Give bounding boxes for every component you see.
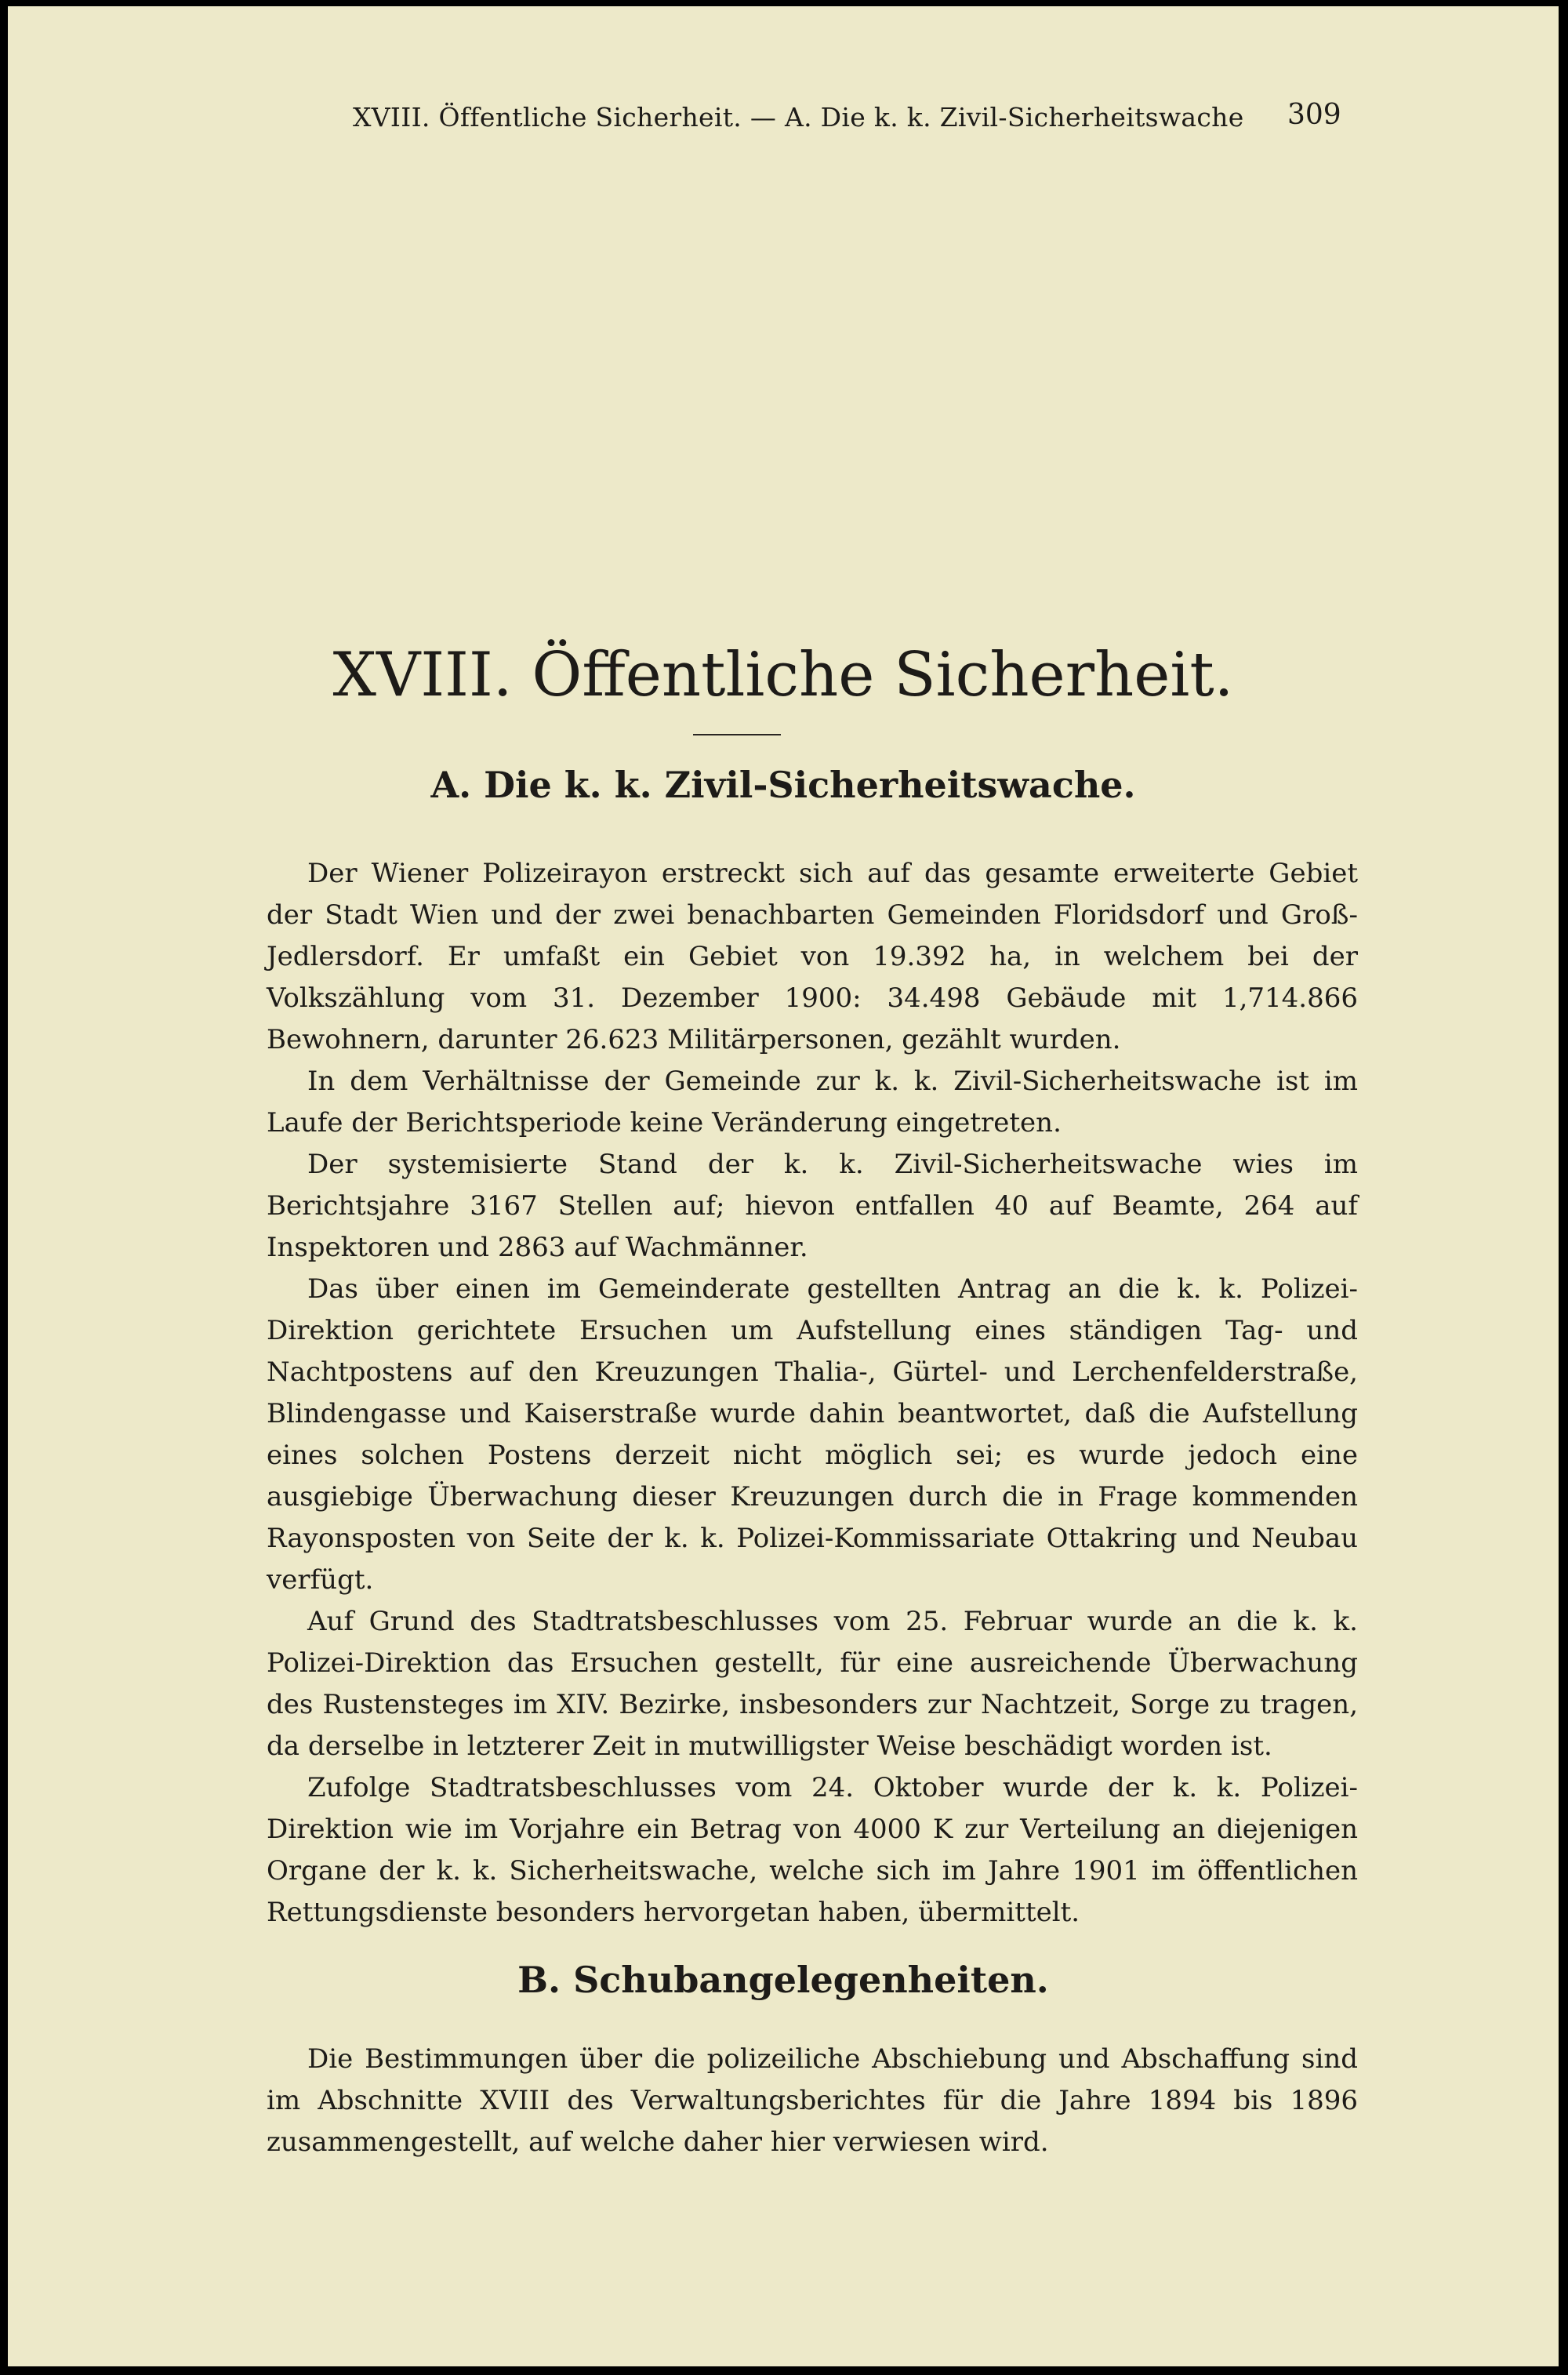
book-page xyxy=(8,6,1559,2366)
paragraph-rustensteg: Auf Grund des Stadtratsbeschlusses vom 25. Februar wurde an die k. k. Polizei-Direktion das Ersuchen gestellt, für eine ausreichende Überwachung des Rustensteges im XIV. Bezirke, insbesonders zur Nachtzeit, Sorge zu tragen, da derselbe in letzterer Zeit in mutwilligster Weise beschädigt worden ist. xyxy=(267,1606,1358,1762)
chapter-title: XVIII. Öffentliche Sicherheit. xyxy=(332,640,1234,710)
section-a-heading: A. Die k. k. Zivil-Sicherheitswache. xyxy=(430,764,1136,806)
paragraph-relationship: In dem Verhältnisse der Gemeinde zur k. k. Zivil-Sicherheitswache ist im Laufe der Berichtsperiode keine Veränderung eingetreten. xyxy=(267,1066,1358,1138)
section-b-body xyxy=(267,2039,1358,2163)
paragraph-rescue-award: Zufolge Stadtratsbeschlusses vom 24. Oktober wurde der k. k. Polizei-Direktion wie im Vorjahre ein Betrag von 4000 K zur Verteilung an diejenigen Organe der k. k. Sicherheitswache, welche sich im Jahre 1901 im öffentlichen Rettungsdienste besonders hervorgetan haben, übermittelt. xyxy=(267,1772,1358,1928)
running-head: XVIII. Öffentliche Sicherheit. — A. Die k. k. Zivil-Sicherheitswache xyxy=(353,102,1244,133)
page-number: 309 xyxy=(1287,99,1341,131)
section-a-body xyxy=(267,853,1358,1934)
section-b-heading: B. Schubangelegenheiten. xyxy=(517,1959,1049,2001)
title-divider xyxy=(693,734,781,735)
paragraph-deportation-rules: Die Bestimmungen über die polizeiliche Abschiebung und Abschaffung sind im Abschnitte XVIII des Verwaltungsberichtes für die Jahre 1894 bis 1896 zusammengestellt, auf welche daher hier verwiesen wird. xyxy=(267,2043,1358,2158)
paragraph-police-district: Der Wiener Polizeirayon erstreckt sich auf das gesamte erweiterte Gebiet der Stadt Wien und der zwei benachbarten Gemeinden Floridsdorf und Groß-Jedlersdorf. Er umfaßt ein Gebiet von 19.392 ha, in welchem bei der Volkszählung vom 31. Dezember 1900: 34.498 Gebäude mit 1,714.866 Bewohnern, darunter 26.623 Militärpersonen, gezählt wurden. xyxy=(267,858,1358,1055)
paragraph-staffing: Der systemisierte Stand der k. k. Zivil-Sicherheitswache wies im Berichtsjahre 3167 Stellen auf; hievon entfallen 40 auf Beamte, 264 auf Inspektoren und 2863 auf Wachmänner. xyxy=(267,1149,1358,1263)
paragraph-traffic-posts: Das über einen im Gemeinderate gestellten Antrag an die k. k. Polizei-Direktion gerichtete Ersuchen um Aufstellung eines ständigen Tag- und Nachtpostens auf den Kreuzungen Thalia-, Gürtel- und Lerchenfelderstraße, Blindengasse und Kaiserstraße wurde dahin beantwortet, daß die Aufstellung eines solchen Postens derzeit nicht möglich sei; es wurde jedoch eine ausgiebige Überwachung dieser Kreuzungen durch die in Frage kommenden Rayonsposten von Seite der k. k. Polizei-Kommissariate Ottakring und Neubau verfügt. xyxy=(267,1273,1358,1596)
